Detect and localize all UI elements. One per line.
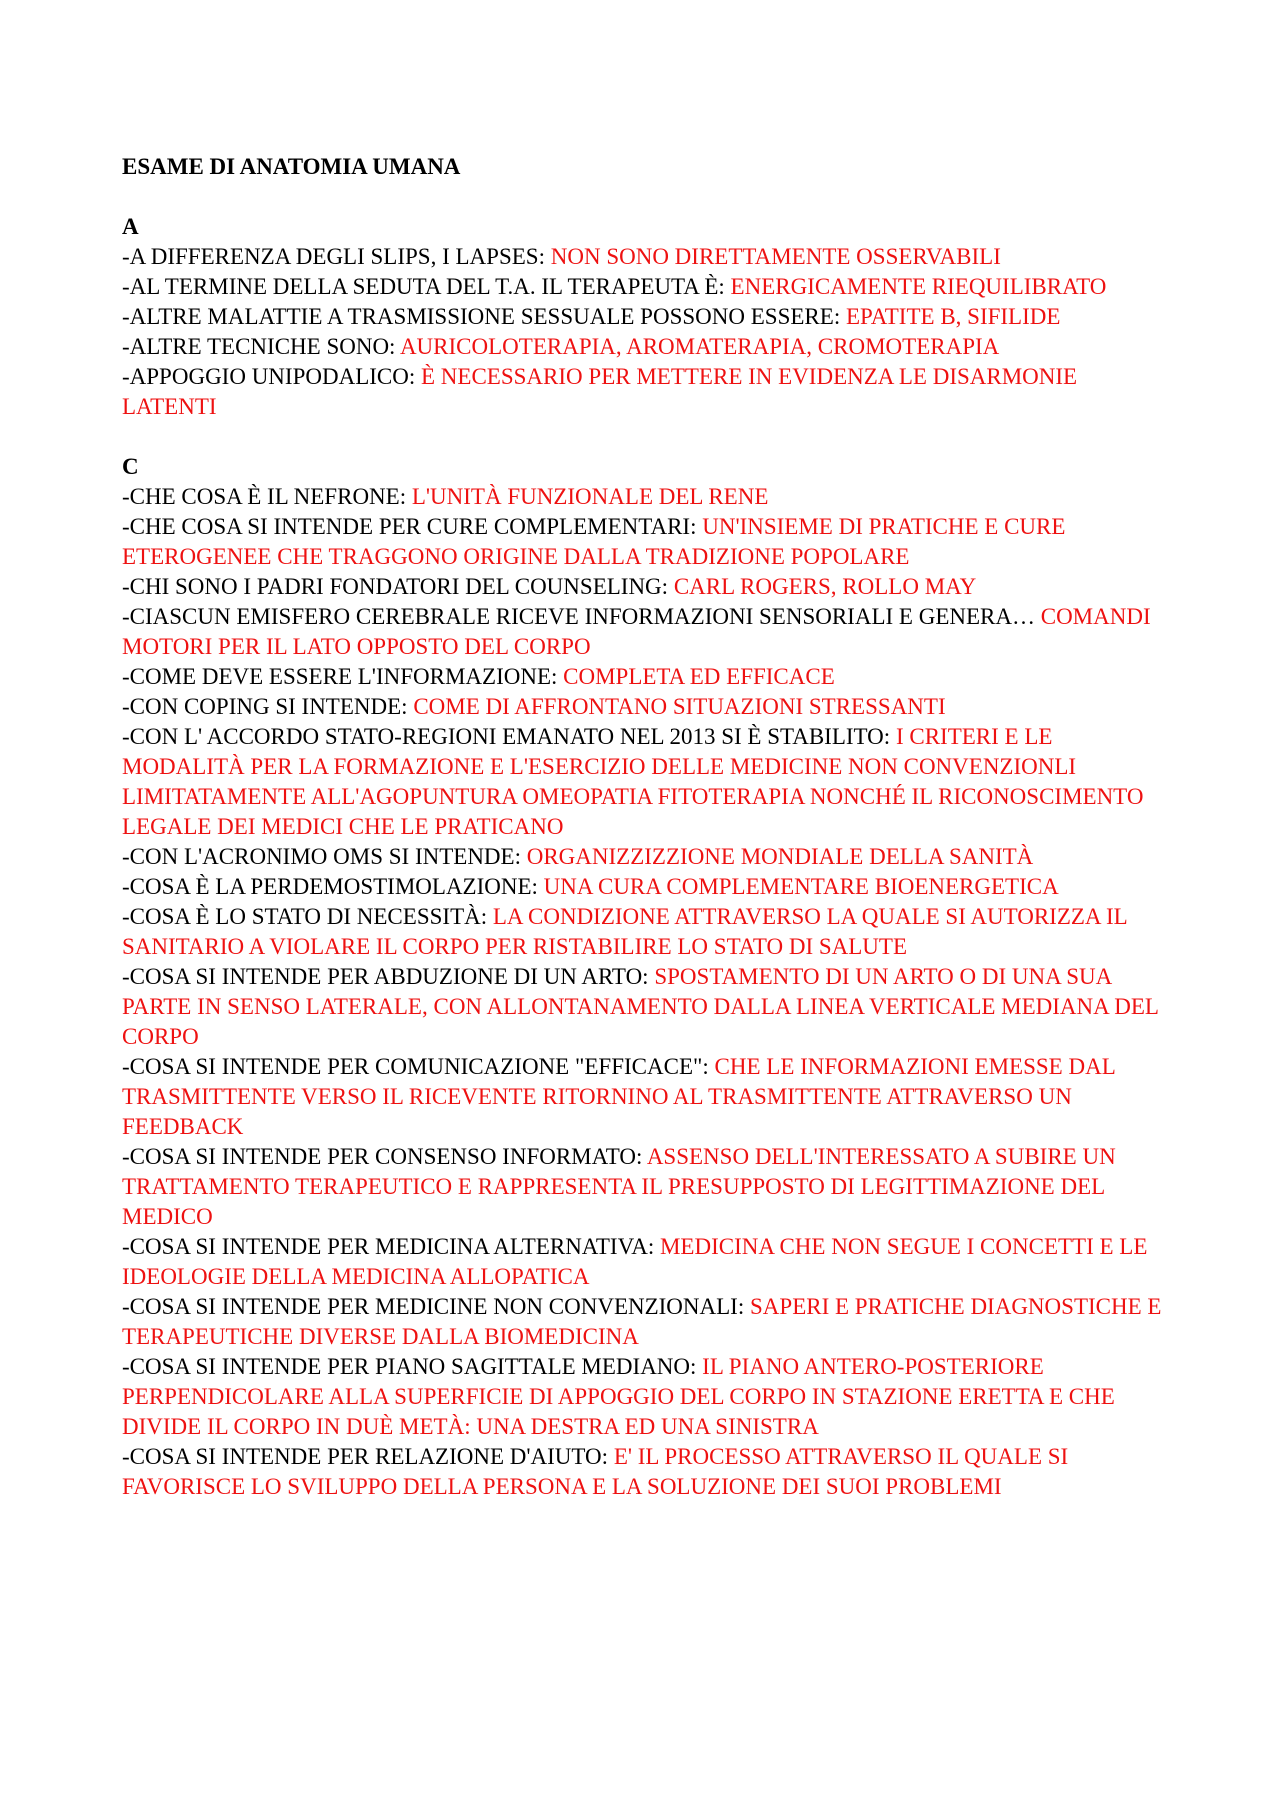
qa-item [122,572,1172,602]
qa-item [122,362,1172,422]
question-text: -CHE COSA SI INTENDE PER CURE COMPLEMENTARI: [122,514,703,539]
answer-text: SAPERI E PRATICHE DIAGNOSTICHE E TERAPEUTICHE DIVERSE DALLA BIOMEDICINA [122,1294,1162,1349]
question-text: -ALTRE MALATTIE A TRASMISSIONE SESSUALE POSSONO ESSERE: [122,304,846,329]
question-text: -CIASCUN EMISFERO CEREBRALE RICEVE INFORMAZIONI SENSORIALI E GENERA… [122,604,1041,629]
document-title: ESAME DI ANATOMIA UMANA [122,154,461,179]
question-text: -COSA SI INTENDE PER COMUNICAZIONE "EFFICACE": [122,1054,715,1079]
answer-text: ENERGICAMENTE RIEQUILIBRATO [730,274,1107,299]
qa-item [122,1352,1172,1442]
question-text: -A DIFFERENZA DEGLI SLIPS, I LAPSES: [122,244,551,269]
document-page [122,152,1172,1502]
question-text: -COSA SI INTENDE PER RELAZIONE D'AIUTO: [122,1444,614,1469]
question-text: -COME DEVE ESSERE L'INFORMAZIONE: [122,664,564,689]
answer-text: COMANDI MOTORI PER IL LATO OPPOSTO DEL CORPO [122,604,1151,659]
answer-text: COMPLETA ED EFFICACE [563,664,835,689]
qa-item [122,962,1172,1052]
answer-text: È NECESSARIO PER METTERE IN EVIDENZA LE DISARMONIE LATENTI [122,364,1078,419]
qa-item [122,902,1172,962]
answer-text: NON SONO DIRETTAMENTE OSSERVABILI [550,244,1001,269]
qa-item [122,482,1172,512]
answer-text: L'UNITÀ FUNZIONALE DEL RENE [411,484,769,509]
question-text: -COSA SI INTENDE PER ABDUZIONE DI UN ARTO: [122,964,655,989]
answer-text: I CRITERI E LE MODALITÀ PER LA FORMAZIONE E L'ESERCIZIO DELLE MEDICINE NON CONVENZIONLI LIMITATAMENTE ALL'AGOPUNTURA OMEOPATIA FITOTERAPIA NONCHÉ IL RICONOSCIMENTO LEGALE DEI MEDICI CHE LE PRATICANO [122,724,1144,839]
qa-item [122,1442,1172,1502]
question-text: -COSA SI INTENDE PER CONSENSO INFORMATO: [122,1144,647,1169]
qa-item [122,872,1172,902]
section-items [122,242,1172,422]
qa-item [122,1292,1172,1352]
qa-item [122,272,1172,302]
qa-item [122,842,1172,872]
qa-item [122,722,1172,842]
section-items [122,482,1172,1502]
question-text: -COSA È LO STATO DI NECESSITÀ: [122,904,493,929]
answer-text: CHE LE INFORMAZIONI EMESSE DAL TRASMITTENTE VERSO IL RICEVENTE RITORNINO AL TRASMITTENTE ATTRAVERSO UN FEEDBACK [122,1054,1115,1139]
question-text: -CHI SONO I PADRI FONDATORI DEL COUNSELING: [122,574,674,599]
section-letter: A [122,214,139,239]
answer-text: LA CONDIZIONE ATTRAVERSO LA QUALE SI AUTORIZZA IL SANITARIO A VIOLARE IL CORPO PER RISTABILIRE LO STATO DI SALUTE [122,904,1127,959]
question-text: -APPOGGIO UNIPODALICO: [122,364,421,389]
answer-text: E' IL PROCESSO ATTRAVERSO IL QUALE SI FAVORISCE LO SVILUPPO DELLA PERSONA E LA SOLUZIONE DEI SUOI PROBLEMI [122,1444,1069,1499]
qa-item [122,512,1172,572]
qa-item [122,692,1172,722]
qa-item [122,332,1172,362]
answer-text: COME DI AFFRONTANO SITUAZIONI STRESSANTI [413,694,946,719]
qa-item [122,302,1172,332]
question-text: -ALTRE TECNICHE SONO: [122,334,400,359]
qa-item [122,242,1172,272]
answer-text: MEDICINA CHE NON SEGUE I CONCETTI E LE IDEOLOGIE DELLA MEDICINA ALLOPATICA [122,1234,1148,1289]
qa-item [122,662,1172,692]
section-letter: C [122,454,139,479]
question-text: -COSA È LA PERDEMOSTIMOLAZIONE: [122,874,544,899]
question-text: -CON COPING SI INTENDE: [122,694,414,719]
answer-text: AURICOLOTERAPIA, AROMATERAPIA, CROMOTERAPIA [399,334,1000,359]
answer-text: ASSENSO DELL'INTERESSATO A SUBIRE UN TRATTAMENTO TERAPEUTICO E RAPPRESENTA IL PRESUPPOSTO DI LEGITTIMAZIONE DEL MEDICO [122,1144,1116,1229]
answer-text: IL PIANO ANTERO-POSTERIORE PERPENDICOLARE ALLA SUPERFICIE DI APPOGGIO DEL CORPO IN STAZIONE ERETTA E CHE DIVIDE IL CORPO IN DUÈ METÀ: UNA DESTRA ED UNA SINISTRA [122,1354,1115,1439]
answer-text: CARL ROGERS, ROLLO MAY [673,574,977,599]
question-text: -COSA SI INTENDE PER PIANO SAGITTALE MEDIANO: [122,1354,703,1379]
question-text: -CON L'ACRONIMO OMS SI INTENDE: [122,844,527,869]
answer-text: ORGANIZZIZZIONE MONDIALE DELLA SANITÀ [526,844,1034,869]
section-c [122,452,1172,1502]
section-a [122,212,1172,422]
answer-text: UN'INSIEME DI PRATICHE E CURE ETEROGENEE CHE TRAGGONO ORIGINE DALLA TRADIZIONE POPOLARE [122,514,1066,569]
qa-item [122,602,1172,662]
question-text: -CON L' ACCORDO STATO-REGIONI EMANATO NEL 2013 SI È STABILITO: [122,724,896,749]
qa-item [122,1232,1172,1292]
answer-text: SPOSTAMENTO DI UN ARTO O DI UNA SUA PARTE IN SENSO LATERALE, CON ALLONTANAMENTO DALLA LINEA VERTICALE MEDIANA DEL CORPO [122,964,1159,1049]
qa-item [122,1052,1172,1142]
question-text: -COSA SI INTENDE PER MEDICINA ALTERNATIVA: [122,1234,660,1259]
answer-text: EPATITE B, SIFILIDE [845,304,1061,329]
question-text: -AL TERMINE DELLA SEDUTA DEL T.A. IL TERAPEUTA È: [122,274,731,299]
question-text: -CHE COSA È IL NEFRONE: [122,484,412,509]
question-text: -COSA SI INTENDE PER MEDICINE NON CONVENZIONALI: [122,1294,750,1319]
answer-text: UNA CURA COMPLEMENTARE BIOENERGETICA [543,874,1059,899]
qa-item [122,1142,1172,1232]
